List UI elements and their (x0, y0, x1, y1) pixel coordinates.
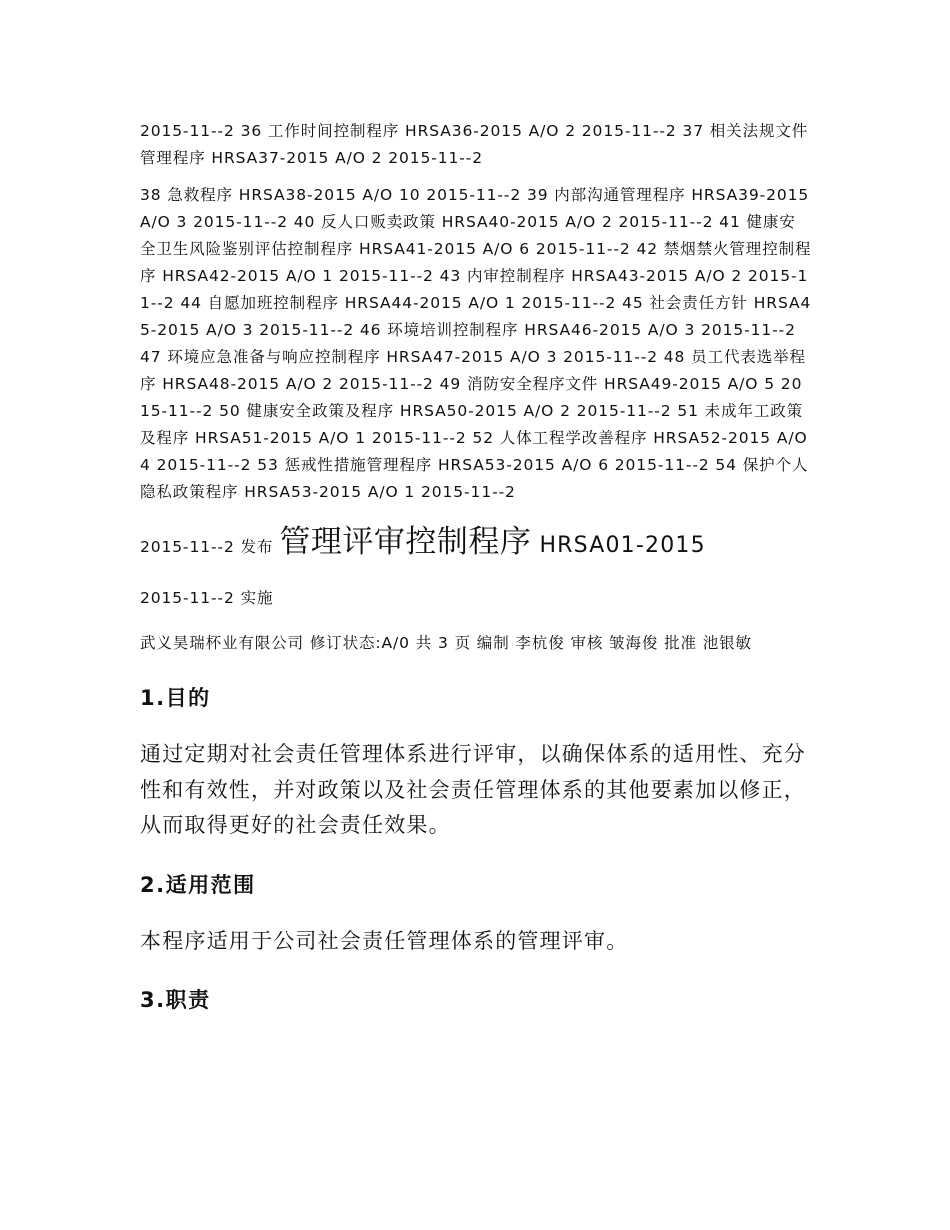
section-2-body: 本程序适用于公司社会责任管理体系的管理评审。 (140, 928, 629, 953)
document-title-line (140, 516, 812, 573)
document-title: 管理评审控制程序 (279, 524, 532, 560)
implement-date: 2015-11--2 实施 (140, 589, 274, 607)
issue-date: 2015-11--2 发布 (140, 538, 274, 556)
document-page (140, 115, 812, 1017)
section-2-heading: 2.适用范围 (140, 872, 256, 897)
section-1-heading: 1.目的 (140, 686, 211, 710)
procedure-list-paragraph-1: 2015-11--2 36 工作时间控制程序 HRSA36-2015 A/O 2 2015-11--2 37 相关法规文件管理程序 HRSA37-2015 A/O 2 2015-11--2 (140, 122, 809, 167)
section-3-heading: 3.职责 (140, 988, 211, 1012)
document-code: HRSA01-2015 (539, 533, 706, 558)
procedure-list-paragraph-2: 38 急救程序 HRSA38-2015 A/O 10 2015-11--2 39 内部沟通管理程序 HRSA39-2015 A/O 3 2015-11--2 40 反人口贩卖政策 HRSA40-2015 A/O 2 2015-11--2 41 健康安全卫生风险鉴别评估控制程序 HRSA41-2015 A/O 6 2015-11--2 42 禁烟禁火管理控制程序 HRSA42-2015 A/O 1 2015-11--2 43 内审控制程序 HRSA43-2015 A/O 2 2015-11--2 44 自愿加班控制程序 HRSA44-2015 A/O 1 2015-11--2 45 社会责任方针 HRSA45-2015 A/O 3 2015-11--2 46 环境培训控制程序 HRSA46-2015 A/O 3 2015-11--2 47 环境应急准备与响应控制程序 HRSA47-2015 A/O 3 2015-11--2 48 员工代表选举程序 HRSA48-2015 A/O 2 2015-11--2 49 消防安全程序文件 HRSA49-2015 A/O 5 2015-11--2 50 健康安全政策及程序 HRSA50-2015 A/O 2 2015-11--2 51 未成年工政策及程序 HRSA51-2015 A/O 1 2015-11--2 52 人体工程学改善程序 HRSA52-2015 A/O 4 2015-11--2 53 惩戒性措施管理程序 HRSA53-2015 A/O 6 2015-11--2 54 保护个人隐私政策程序 HRSA53-2015 A/O 1 2015-11--2 (140, 186, 812, 501)
company-revision-line: 武义昊瑞杯业有限公司 修订状态:A/0 共 3 页 编制 李杭俊 审核 皱海俊 批准 池银敏 (140, 634, 752, 652)
section-1-body: 通过定期对社会责任管理体系进行评审，以确保体系的适用性、充分性和有效性，并对政策以及社会责任管理体系的其他要素加以修正，从而取得更好的社会责任效果。 (140, 742, 806, 837)
